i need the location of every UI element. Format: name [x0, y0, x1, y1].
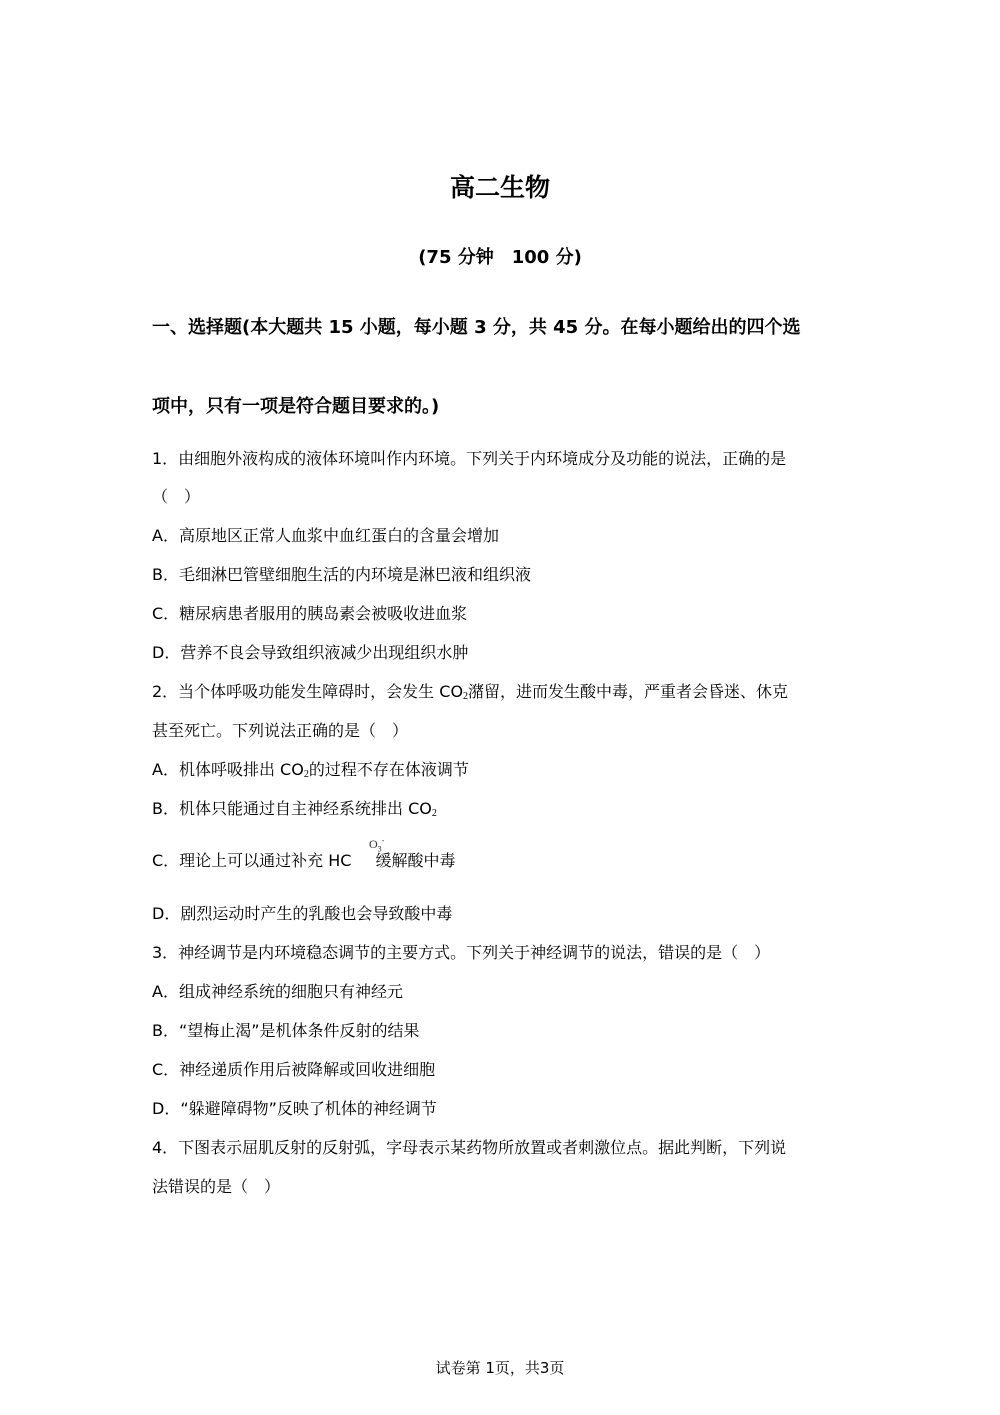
q2-stem-text-b: 潴留，进而发生酸中毒，严重者会昏迷、休克	[468, 682, 789, 701]
q1-option-b: B．毛细淋巴管壁细胞生活的内环境是淋巴液和组织液	[152, 565, 531, 584]
q2-stem-line-2: 甚至死亡。下列说法正确的是（ ）	[152, 721, 409, 740]
q2-stem-subscript: 2	[463, 691, 469, 702]
q3-option-b: B．“望梅止渴”是机体条件反射的结果	[152, 1021, 420, 1040]
q3-stem: 3．神经调节是内环境稳态调节的主要方式。下列关于神经调节的说法，错误的是（ ）	[152, 943, 771, 962]
q2-option-a-text-a: A．机体呼吸排出 CO	[152, 760, 304, 779]
q2-option-a-text-b: 的过程不存在体液调节	[308, 760, 469, 779]
q1-option-d: D．营养不良会导致组织液减少出现组织水肿	[152, 643, 469, 662]
q1-option-a: A．高原地区正常人血浆中血红蛋白的含量会增加	[152, 526, 499, 545]
q3-option-d: D．“躲避障碍物”反映了机体的神经调节	[152, 1099, 437, 1118]
q4-stem-line-1: 4．下图表示屈肌反射的反射弧，字母表示某药物所放置或者刺激位点。据此判断，下列说	[152, 1138, 787, 1157]
q2-option-d: D．剧烈运动时产生的乳酸也会导致酸中毒	[152, 904, 453, 923]
formula-o: O	[369, 837, 378, 851]
exam-duration-score: (75 分钟 100 分)	[418, 247, 582, 268]
section-heading-line-2: 项中，只有一项是符合题目要求的。)	[152, 396, 440, 417]
q2-option-a-subscript: 2	[303, 769, 309, 780]
q2-option-b	[152, 796, 437, 819]
formula-o-subscript: 3	[377, 844, 382, 854]
q1-stem-line-1: 1．由细胞外液构成的液体环境叫作内环境。下列关于内环境成分及功能的说法，正确的是	[152, 449, 787, 468]
formula-charge: -	[381, 836, 385, 845]
q2-stem-line-1	[152, 679, 788, 702]
q2-option-c-text-a: C．理论上可以通过补充 HC	[152, 851, 352, 870]
q2-option-a	[152, 757, 469, 780]
q2-option-b-subscript: 2	[431, 808, 437, 819]
bicarbonate-o3-formula	[369, 836, 384, 853]
q2-stem-text-a: 2．当个体呼吸功能发生障碍时，会发生 CO	[152, 682, 464, 701]
q2-option-b-text: B．机体只能通过自主神经系统排出 CO	[152, 799, 432, 818]
q1-option-c: C．糖尿病患者服用的胰岛素会被吸收进血浆	[152, 604, 468, 623]
page-footer: 试卷第 1页，共3页	[435, 1359, 565, 1377]
q3-option-a: A．组成神经系统的细胞只有神经元	[152, 982, 403, 1001]
section-heading-line-1: 一、选择题(本大题共 15 小题，每小题 3 分，共 45 分。在每小题给出的四个选	[152, 317, 801, 338]
page-title: 高二生物	[449, 173, 550, 202]
q2-option-c	[152, 848, 455, 871]
q2-option-c-text-b: 缓解酸中毒	[375, 851, 456, 870]
q4-stem-line-2: 法错误的是（ ）	[152, 1177, 281, 1196]
q3-option-c: C．神经递质作用后被降解或回收进细胞	[152, 1060, 436, 1079]
q1-stem-line-2: （ ）	[152, 487, 201, 506]
